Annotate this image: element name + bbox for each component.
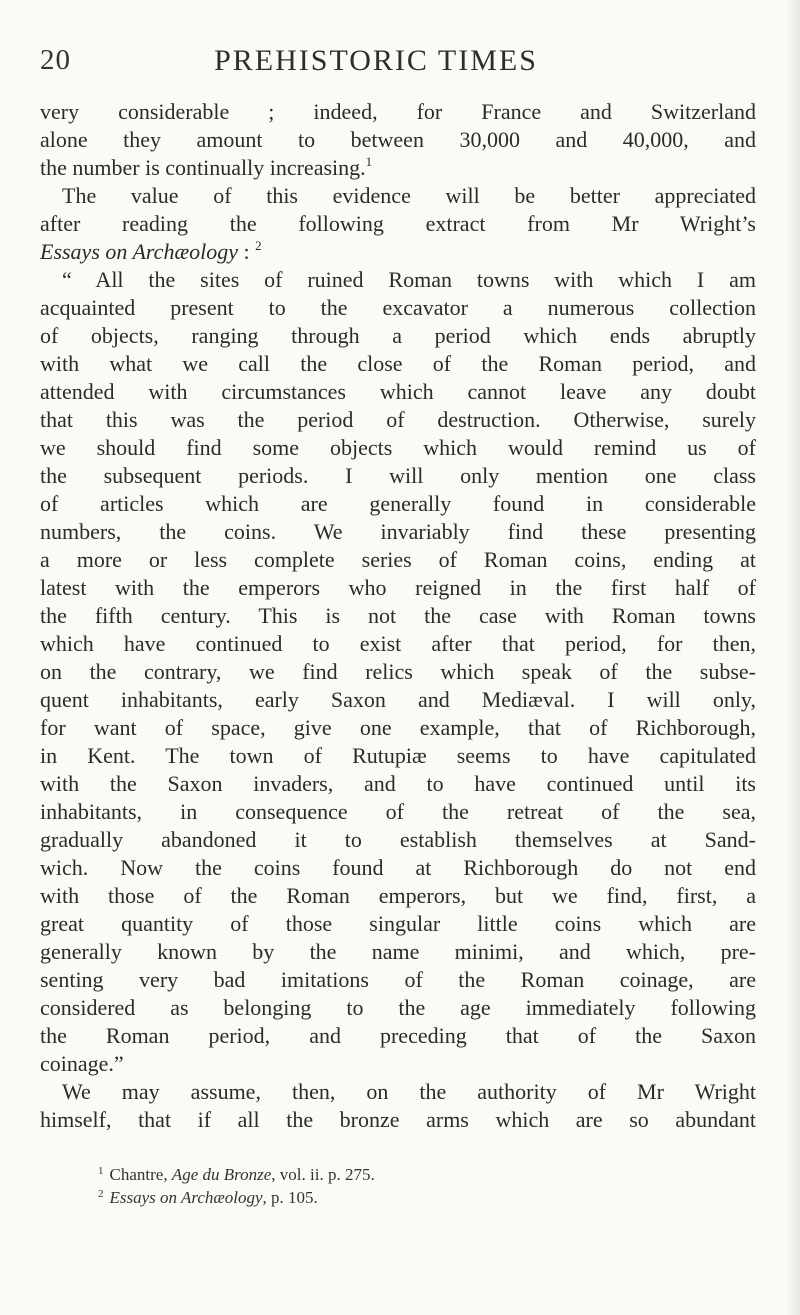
footnote-ref: 2	[255, 238, 262, 253]
page-number: 20	[40, 44, 71, 76]
text-line: himself, that if all the bronze arms which are so abundant	[40, 1107, 756, 1132]
footnote-text: , vol. ii. p. 275.	[271, 1165, 375, 1184]
text-line: a more or less complete series of Roman coins, ending at	[40, 547, 756, 572]
text-line: considered as belonging to the age immediately following	[40, 995, 756, 1020]
footnote	[98, 1163, 698, 1186]
footnote-title: Age du Bronze	[171, 1165, 272, 1184]
text-line: which have continued to exist after that period, for then,	[40, 631, 756, 656]
text-line: gradually abandoned it to establish themselves at Sand-	[40, 827, 756, 852]
text-line: after reading the following extract from Mr Wright’s	[40, 211, 756, 236]
text-line: The value of this evidence will be better appreciated	[62, 183, 756, 208]
text-line: attended with circumstances which cannot leave any doubt	[40, 379, 756, 404]
text-line: with what we call the close of the Roman period, and	[40, 351, 756, 376]
footnote	[98, 1186, 698, 1209]
text-line: coinage.”	[40, 1051, 124, 1076]
text-line: the fifth century. This is not the case with Roman towns	[40, 603, 756, 628]
text-line	[40, 154, 756, 182]
text-line-content: :	[238, 239, 256, 264]
text-line: on the contrary, we find relics which speak of the subse-	[40, 659, 756, 684]
text-line	[40, 238, 756, 266]
text-line: latest with the emperors who reigned in the first half of	[40, 575, 756, 600]
text-line: of articles which are generally found in considerable	[40, 491, 756, 516]
body-text	[40, 98, 756, 1134]
text-line: of objects, ranging through a period which ends abruptly	[40, 323, 756, 348]
footnote-title: Essays on Archæology	[109, 1188, 263, 1207]
text-line: great quantity of those singular little coins which are	[40, 911, 756, 936]
text-line: numbers, the coins. We invariably find these presenting	[40, 519, 756, 544]
text-line: generally known by the name minimi, and which, pre-	[40, 939, 756, 964]
page-header	[40, 44, 712, 84]
book-title: Essays on Archæology	[40, 239, 238, 264]
text-line: in Kent. The town of Rutupiæ seems to have capitulated	[40, 743, 756, 768]
running-head: PREHISTORIC TIMES	[214, 44, 538, 77]
text-line: we should find some objects which would remind us of	[40, 435, 756, 460]
text-line-content: the number is continually increasing.	[40, 155, 366, 180]
text-line: acquainted present to the excavator a numerous collection	[40, 295, 756, 320]
text-line: We may assume, then, on the authority of Mr Wright	[62, 1079, 756, 1104]
footnote-ref: 1	[365, 154, 373, 169]
footnote-mark: 2	[98, 1188, 104, 1200]
text-line: the Roman period, and preceding that of the Saxon	[40, 1023, 756, 1048]
text-line: senting very bad imitations of the Roman coinage, are	[40, 967, 756, 992]
text-line: that this was the period of destruction. Otherwise, surely	[40, 407, 756, 432]
text-line: with those of the Roman emperors, but we find, first, a	[40, 883, 756, 908]
footnotes	[98, 1163, 698, 1209]
text-line: with the Saxon invaders, and to have continued until its	[40, 771, 756, 796]
text-line: quent inhabitants, early Saxon and Mediæval. I will only,	[40, 687, 756, 712]
text-line: inhabitants, in consequence of the retreat of the sea,	[40, 799, 756, 824]
footnote-mark: 1	[98, 1165, 104, 1177]
footnote-text: Chantre,	[109, 1165, 172, 1184]
text-line: the subsequent periods. I will only mention one class	[40, 463, 756, 488]
page-edge-shadow	[786, 0, 800, 1315]
text-line: “ All the sites of ruined Roman towns with which I am	[62, 267, 756, 292]
text-line: very considerable ; indeed, for France and Switzerland	[40, 99, 756, 124]
text-line: for want of space, give one example, that of Richborough,	[40, 715, 756, 740]
footnote-text: , p. 105.	[262, 1188, 318, 1207]
text-line: alone they amount to between 30,000 and 40,000, and	[40, 127, 756, 152]
text-line: wich. Now the coins found at Richborough do not end	[40, 855, 756, 880]
